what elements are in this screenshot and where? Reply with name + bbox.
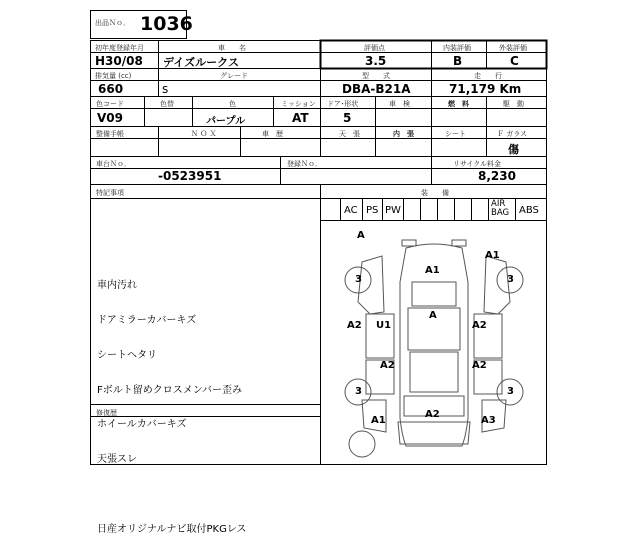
recycle-value: 8,230 bbox=[478, 169, 516, 183]
remarks-list bbox=[97, 257, 247, 547]
lot-label: 出品Ｎｏ． bbox=[95, 19, 130, 27]
remark-line: Fボルト留めクロスメンバー歪み bbox=[97, 384, 243, 396]
damage-rl-bumper: A1 bbox=[371, 415, 386, 426]
spare-wheel-icon bbox=[349, 431, 375, 457]
remark-line: ドアミラーカバーキズ bbox=[97, 314, 197, 326]
remark-line: ホイールカバーキズ bbox=[97, 419, 187, 431]
interior-col-label: 内 張 bbox=[393, 130, 414, 138]
equip-pw: PW bbox=[385, 205, 401, 216]
windshield-shape bbox=[412, 282, 456, 306]
grade-label: グレード bbox=[220, 72, 248, 80]
score-value: 3.5 bbox=[365, 54, 387, 68]
displacement-value: 660 bbox=[98, 82, 124, 96]
doors-value: 5 bbox=[343, 111, 352, 125]
car-name-label: 車 名 bbox=[218, 44, 246, 52]
seat-label: シート bbox=[445, 130, 466, 138]
chassis-value: -0523951 bbox=[158, 169, 222, 183]
repair-label: 修復歴 bbox=[96, 409, 117, 417]
damage-fl-u1: U1 bbox=[376, 320, 392, 331]
drive-label: 駆 動 bbox=[503, 100, 524, 108]
interior-value: B bbox=[453, 54, 463, 68]
interior-label: 内装評価 bbox=[443, 44, 471, 52]
equip-abs: ABS bbox=[519, 205, 539, 216]
manual-label: 整備手帳 bbox=[96, 130, 124, 138]
damage-roof: A bbox=[357, 230, 365, 241]
registration-label: 登録Ｎｏ． bbox=[287, 160, 322, 168]
car-diagram bbox=[322, 222, 546, 464]
rear-bumper-shape bbox=[398, 422, 470, 444]
equip-ac: AC bbox=[344, 205, 358, 216]
color-value: パープル bbox=[206, 116, 246, 127]
damage-rr-bumper: A3 bbox=[481, 415, 496, 426]
color-code-label: 色コード bbox=[96, 100, 124, 108]
color-type-label: 色替 bbox=[160, 100, 174, 108]
remark-line: 日産オリジナルナビ取付PKGレス bbox=[97, 523, 247, 535]
wheel-rr-score: 3 bbox=[507, 386, 514, 397]
mirror-left bbox=[402, 240, 416, 246]
damage-rl-door: A2 bbox=[380, 360, 395, 371]
grade-value: s bbox=[162, 82, 169, 96]
equipment-label: 装 備 bbox=[421, 189, 449, 197]
color-label: 色 bbox=[229, 100, 236, 108]
remark-line: 天張スレ bbox=[97, 454, 137, 466]
sunroof-label: 天 張 bbox=[339, 130, 360, 138]
mileage-label: 走 行 bbox=[474, 72, 502, 80]
damage-fr-door: A2 bbox=[472, 320, 487, 331]
remark-line: シートヘタリ bbox=[97, 349, 157, 361]
equip-ps: PS bbox=[366, 205, 379, 216]
displacement-label: 排気量 (cc) bbox=[95, 72, 132, 80]
damage-front-right: A1 bbox=[485, 250, 500, 261]
model-label: 型 式 bbox=[362, 72, 390, 80]
reg-year-label: 初年度登録年月 bbox=[95, 44, 144, 52]
mileage-value: 71,179 Km bbox=[449, 82, 522, 96]
f-glass-value: 傷 bbox=[508, 143, 519, 156]
inspection-label: 車 検 bbox=[389, 100, 410, 108]
exterior-value: C bbox=[510, 54, 519, 68]
left-front-fender bbox=[358, 256, 384, 314]
damage-hood: A1 bbox=[425, 265, 440, 276]
fuel-label: 燃 料 bbox=[448, 100, 469, 108]
recycle-label: リサイクル料金 bbox=[453, 160, 502, 168]
damage-fl-door: A2 bbox=[347, 320, 362, 331]
model-value: DBA-B21A bbox=[342, 82, 411, 96]
color-code-value: V09 bbox=[97, 111, 123, 125]
car-name-value: デイズルークス bbox=[163, 56, 240, 69]
damage-roof-center: A bbox=[429, 310, 437, 321]
history-label: 車 歴 bbox=[262, 130, 283, 138]
chassis-label: 車台Ｎｏ． bbox=[96, 160, 131, 168]
remarks-label: 特記事項 bbox=[96, 189, 124, 197]
wheel-fl-score: 3 bbox=[355, 274, 362, 285]
remark-line: 車内汚れ bbox=[97, 280, 137, 292]
score-label: 評価点 bbox=[364, 44, 385, 52]
right-front-fender bbox=[484, 256, 510, 314]
damage-tail: A2 bbox=[425, 409, 440, 420]
transmission-label: ミッション bbox=[281, 100, 316, 108]
exterior-label: 外装評価 bbox=[499, 44, 527, 52]
wheel-fr-score: 3 bbox=[507, 274, 514, 285]
wheel-rl-score: 3 bbox=[355, 386, 362, 397]
doors-label: ドア･形状 bbox=[327, 100, 359, 108]
rear-roof-shape bbox=[410, 352, 458, 392]
reg-year-value: H30/08 bbox=[95, 54, 143, 68]
f-glass-label: Ｆ ガラス bbox=[497, 130, 528, 138]
nox-label: Ｎ Ｏ Ｘ bbox=[191, 130, 217, 138]
transmission-value: AT bbox=[292, 111, 309, 125]
damage-rr-door: A2 bbox=[472, 360, 487, 371]
lot-number: 1036 bbox=[140, 13, 193, 35]
remark-line bbox=[97, 489, 247, 501]
mirror-right bbox=[452, 240, 466, 246]
equip-airbag: AIR BAG bbox=[491, 199, 510, 218]
